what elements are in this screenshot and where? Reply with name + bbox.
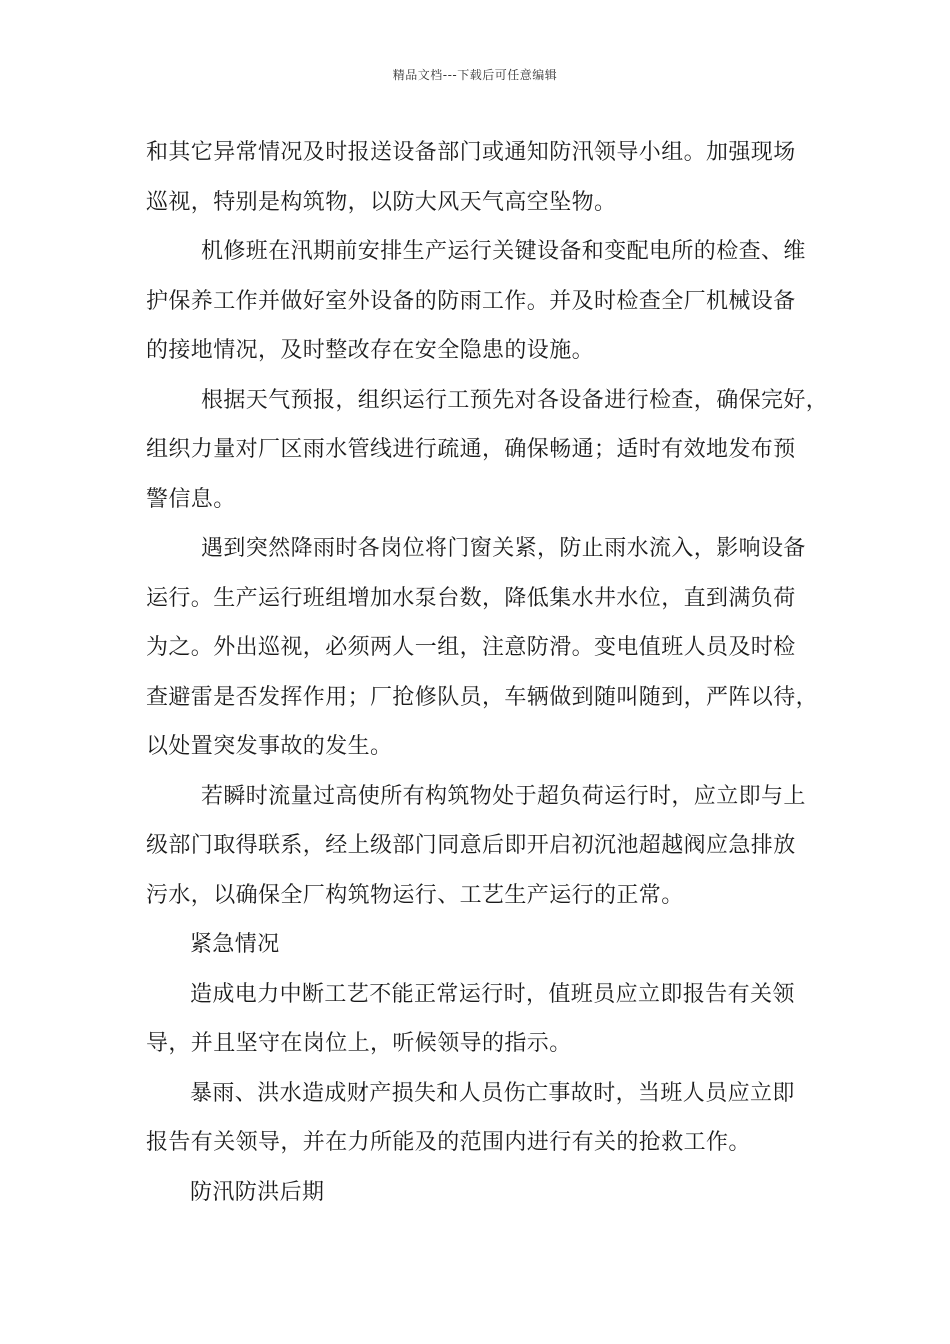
text-line: 导，并且坚守在岗位上，听候领导的指示。 xyxy=(146,1031,572,1056)
text-line: 报告有关领导，并在力所能及的范围内进行有关的抢救工作。 xyxy=(146,1130,751,1155)
section-heading: 防汛防洪后期 xyxy=(190,1179,325,1205)
text-line: 巡视，特别是构筑物，以防大风天气高空坠物。 xyxy=(146,189,617,215)
text-line: 的接地情况，及时整改存在安全隐患的设施。 xyxy=(146,338,595,363)
text-line: 运行。生产运行班组增加水泵台数，降低集水井水位，直到满负荷 xyxy=(146,585,796,611)
text-line: 造成电力中断工艺不能正常运行时，值班员应立即报告有关领 xyxy=(190,981,795,1007)
section-heading: 紧急情况 xyxy=(190,932,280,957)
text-line: 遇到突然降雨时各岗位将门窗关紧，防止雨水流入，影响设备 xyxy=(201,536,806,561)
text-line: 根据天气预报，组织运行工预先对各设备进行检查，确保完好， xyxy=(201,387,829,413)
page-header: 精品文档---下载后可任意编辑 xyxy=(392,68,558,82)
text-line: 污水，以确保全厂构筑物运行、工艺生产运行的正常。 xyxy=(146,882,684,908)
text-line: 暴雨、洪水造成财产损失和人员伤亡事故时，当班人员应立即 xyxy=(190,1080,795,1106)
text-line: 为之。外出巡视，必须两人一组，注意防滑。变电值班人员及时检 xyxy=(146,635,796,660)
text-line: 以处置突发事故的发生。 xyxy=(146,734,393,759)
text-line: 和其它异常情况及时报送设备部门或通知防汛领导小组。加强现场 xyxy=(146,140,796,165)
text-line: 若瞬时流量过高使所有构筑物处于超负荷运行时，应立即与上 xyxy=(201,783,806,809)
text-line: 查避雷是否发挥作用；厂抢修队员，车辆做到随叫随到，严阵以待， xyxy=(146,684,819,710)
text-line: 机修班在汛期前安排生产运行关键设备和变配电所的检查、维 xyxy=(201,239,806,264)
text-line: 护保养工作并做好室外设备的防雨工作。并及时检查全厂机械设备 xyxy=(146,288,796,314)
text-line: 级部门取得联系，经上级部门同意后即开启初沉池超越阀应急排放 xyxy=(146,833,796,858)
text-line: 组织力量对厂区雨水管线进行疏通，确保畅通；适时有效地发布预 xyxy=(146,437,796,462)
text-line: 警信息。 xyxy=(146,486,236,512)
document-body xyxy=(146,128,829,1217)
